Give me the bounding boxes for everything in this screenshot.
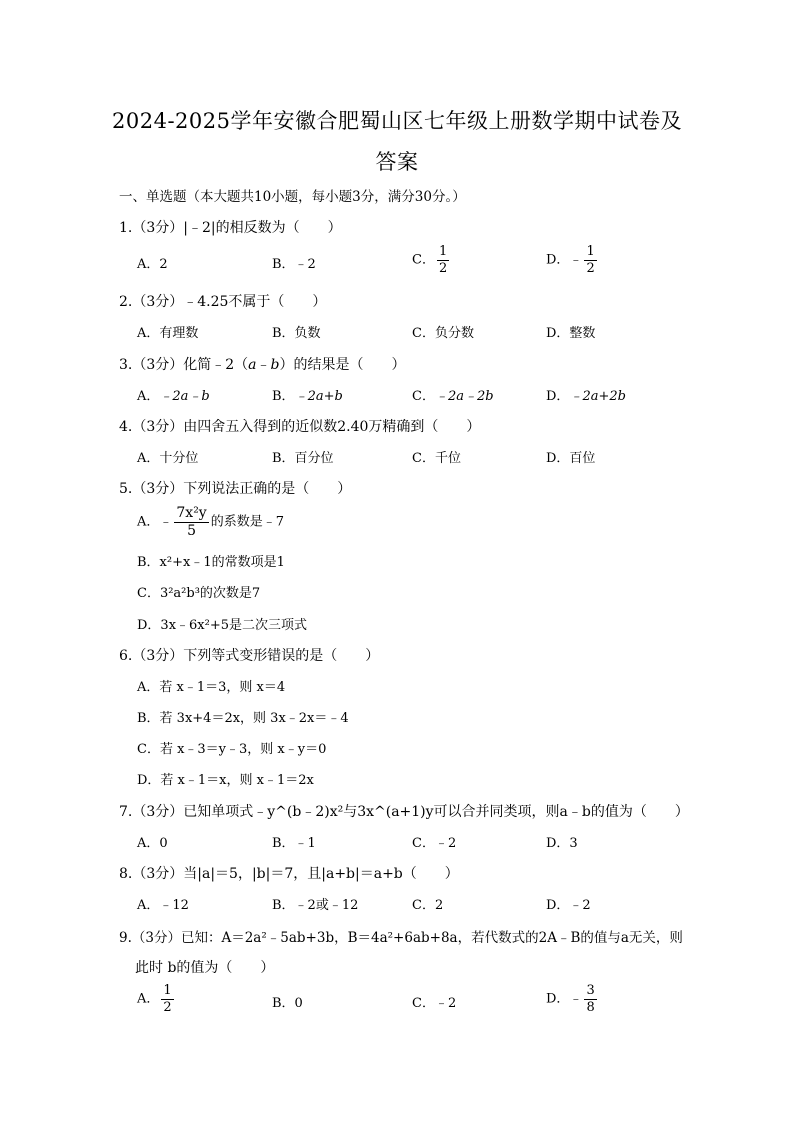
q2-option-a: A．有理数 [137, 326, 199, 341]
q2-stem: 2.（3分）﹣4.25不属于（ ） [119, 294, 327, 310]
q9-option-c: C．﹣2 [412, 996, 457, 1011]
q1-option-c [412, 245, 451, 275]
q6-option-c: C．若 x﹣3＝y﹣3，则 x﹣y＝0 [137, 742, 327, 757]
q7-stem: 7.（3分）已知单项式﹣y^(b﹣2)x²与3x^(a+1)y可以合并同类项，则a﹣b的值为（ ） [119, 804, 689, 820]
fraction-numerator: 1 [438, 244, 448, 259]
q5-option-a-label: A．﹣ [137, 514, 173, 530]
q8-option-a: A．﹣12 [137, 898, 189, 913]
q9-stem-line-2: 此时 b的值为（ ） [135, 960, 275, 976]
q1-option-c-label: C． [412, 252, 435, 268]
q1-option-c-fraction [437, 245, 449, 275]
option-label: C． [412, 389, 435, 404]
q2-option-b: B．负数 [272, 326, 321, 341]
q9-stem-line-1: 9.（3分）已知：A＝2a²﹣5ab+3b，B＝4a²+6ab+8a，若代数式的2A﹣B的值与a无关，则 [119, 930, 683, 946]
option-label: A． [137, 389, 160, 404]
option-text: ﹣2a﹣2b [434, 389, 494, 404]
option-text: ﹣2a﹣b [159, 389, 210, 404]
q6-stem: 6.（3分）下列等式变形错误的是（ ） [119, 648, 380, 664]
q5-option-c: C．3²a²b³的次数是7 [137, 586, 261, 601]
q3-option-c [412, 385, 494, 404]
q2-option-c: C．负分数 [412, 326, 474, 341]
q3-stem [119, 354, 406, 374]
q1-stem: 1.（3分）|﹣2|的相反数为（ ） [119, 220, 342, 236]
section-heading: 一、单选题（本大题共10小题，每小题3分，满分30分。） [119, 189, 466, 205]
q3-option-d [546, 385, 626, 404]
q7-option-b: B．﹣1 [272, 836, 316, 851]
q3-stem-mid: ﹣ [256, 357, 271, 373]
q1-option-a: A．2 [137, 257, 168, 272]
q6-option-a: A．若 x﹣1＝3，则 x＝4 [137, 680, 286, 695]
fraction-denominator: 2 [586, 260, 595, 276]
q7-option-c: C．﹣2 [412, 836, 457, 851]
q9-option-a-label: A． [137, 991, 160, 1007]
fraction-numerator: 1 [586, 244, 595, 259]
q5-option-b: B．x²+x﹣1的常数项是1 [137, 555, 285, 570]
fraction-denominator: 2 [163, 999, 172, 1015]
fraction-numerator: 7x²y [176, 505, 207, 521]
fraction-numerator: 1 [163, 983, 172, 998]
q5-stem: 5.（3分）下列说法正确的是（ ） [119, 481, 352, 497]
q3-var-b: b [270, 357, 280, 373]
q8-option-d: D．﹣2 [546, 898, 591, 913]
option-text: ﹣2a+2b [569, 389, 626, 404]
q1-option-d-label: D．﹣ [546, 252, 583, 268]
q5-option-d: D．3x﹣6x²+5是二次三项式 [137, 618, 308, 633]
q7-option-a: A．0 [137, 836, 168, 851]
q4-option-b: B．百分位 [272, 451, 334, 466]
q4-stem: 4.（3分）由四舍五入得到的近似数2.40万精确到（ ） [119, 419, 481, 435]
q3-stem-post: ）的结果是（ ） [279, 357, 406, 373]
q8-option-b: B．﹣2或﹣12 [272, 898, 359, 913]
q5-option-a-text: 的系数是﹣7 [210, 514, 284, 530]
fraction-denominator: 8 [586, 999, 595, 1015]
option-label: B． [272, 389, 295, 404]
q1-option-b: B．﹣2 [272, 257, 316, 272]
q9-option-a-fraction [161, 984, 173, 1014]
q4-option-c: C．千位 [412, 451, 461, 466]
title-line-1: 2024-2025学年安徽合肥蜀山区七年级上册数学期中试卷及 [112, 109, 682, 133]
q9-option-d-fraction [584, 984, 596, 1014]
option-label: D． [546, 389, 570, 404]
option-text: ﹣2a+b [294, 389, 343, 404]
fraction-denominator: 5 [187, 522, 197, 539]
q3-var-a: a [248, 357, 257, 373]
q4-option-a: A．十分位 [137, 451, 199, 466]
q9-option-d-label: D．﹣ [546, 991, 583, 1007]
fraction-denominator: 2 [438, 260, 448, 276]
q2-option-d: D．整数 [546, 326, 596, 341]
q3-option-b [272, 385, 343, 404]
q8-option-c: C．2 [412, 898, 444, 913]
q5-option-a-fraction [174, 506, 208, 538]
q9-option-a [137, 984, 176, 1014]
fraction-numerator: 3 [586, 983, 595, 998]
q4-option-d: D．百位 [546, 451, 596, 466]
q8-stem: 8.（3分）当|a|＝5，|b|＝7，且|a+b|＝a+b（ ） [119, 866, 459, 882]
q5-option-a [137, 506, 284, 538]
q1-option-d [546, 245, 599, 275]
q1-option-d-fraction [584, 245, 596, 275]
q6-option-d: D．若 x﹣1＝x，则 x﹣1＝2x [137, 773, 314, 788]
title-line-2: 答案 [375, 150, 419, 174]
q3-option-a [137, 385, 210, 404]
q6-option-b: B．若 3x+4＝2x，则 3x﹣2x＝﹣4 [137, 711, 349, 726]
q9-option-d [546, 984, 599, 1014]
q3-stem-pre: 3.（3分）化简﹣2（ [119, 357, 249, 373]
q7-option-d: D．3 [546, 836, 578, 851]
q9-option-b: B．0 [272, 996, 303, 1011]
